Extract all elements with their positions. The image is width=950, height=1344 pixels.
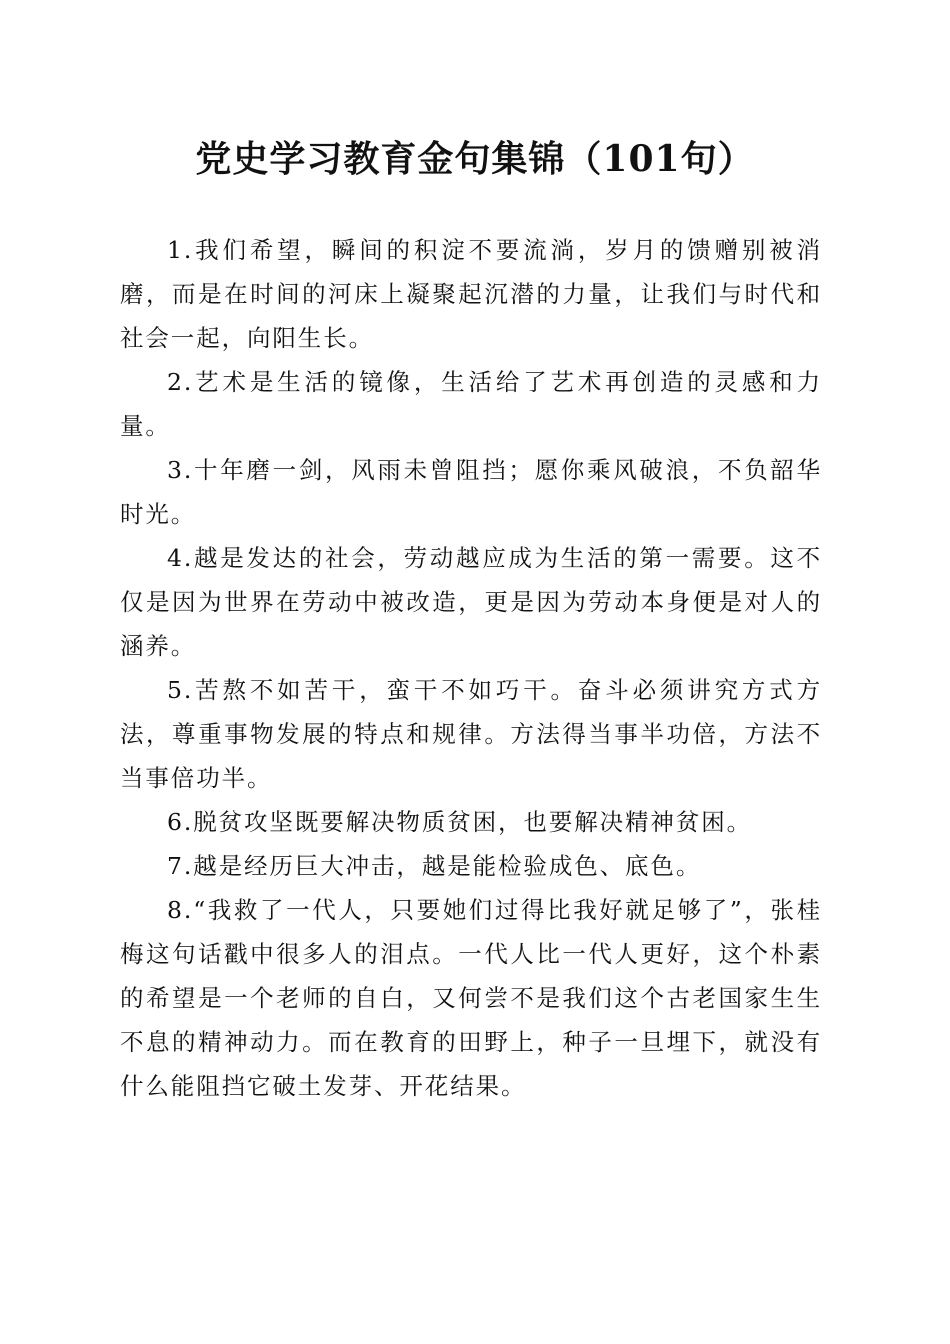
document-body xyxy=(120,228,822,1108)
paragraph-1: 1.我们希望，瞬间的积淀不要流淌，岁月的馈赠别被消磨，而是在时间的河床上凝聚起沉潜的力量，让我们与时代和社会一起，向阳生长。 xyxy=(120,236,822,352)
paragraph-8: 8.“我救了一代人，只要她们过得比我好就足够了”，张桂梅这句话戳中很多人的泪点。一代人比一代人更好，这个朴素的希望是一个老师的自白，又何尝不是我们这个古老国家生生不息的精神动力。而在教育的田野上，种子一旦埋下，就没有什么能阻挡它破土发芽、开花结果。 xyxy=(120,896,822,1100)
paragraph-5: 5.苦熬不如苦干，蛮干不如巧干。奋斗必须讲究方式方法，尊重事物发展的特点和规律。方法得当事半功倍，方法不当事倍功半。 xyxy=(120,676,822,792)
paragraph-6: 6.脱贫攻坚既要解决物质贫困，也要解决精神贫困。 xyxy=(167,808,753,836)
paragraph-2: 2.艺术是生活的镜像，生活给了艺术再创造的灵感和力量。 xyxy=(120,368,822,440)
paragraph-4: 4.越是发达的社会，劳动越应成为生活的第一需要。这不仅是因为世界在劳动中被改造，更是因为劳动本身便是对人的涵养。 xyxy=(120,544,822,660)
document-title: 党史学习教育金句集锦（101句） xyxy=(195,138,755,180)
paragraph-3: 3.十年磨一剑，风雨未曾阻挡；愿你乘风破浪，不负韶华时光。 xyxy=(120,456,822,528)
paragraph-7: 7.越是经历巨大冲击，越是能检验成色、底色。 xyxy=(167,852,702,880)
